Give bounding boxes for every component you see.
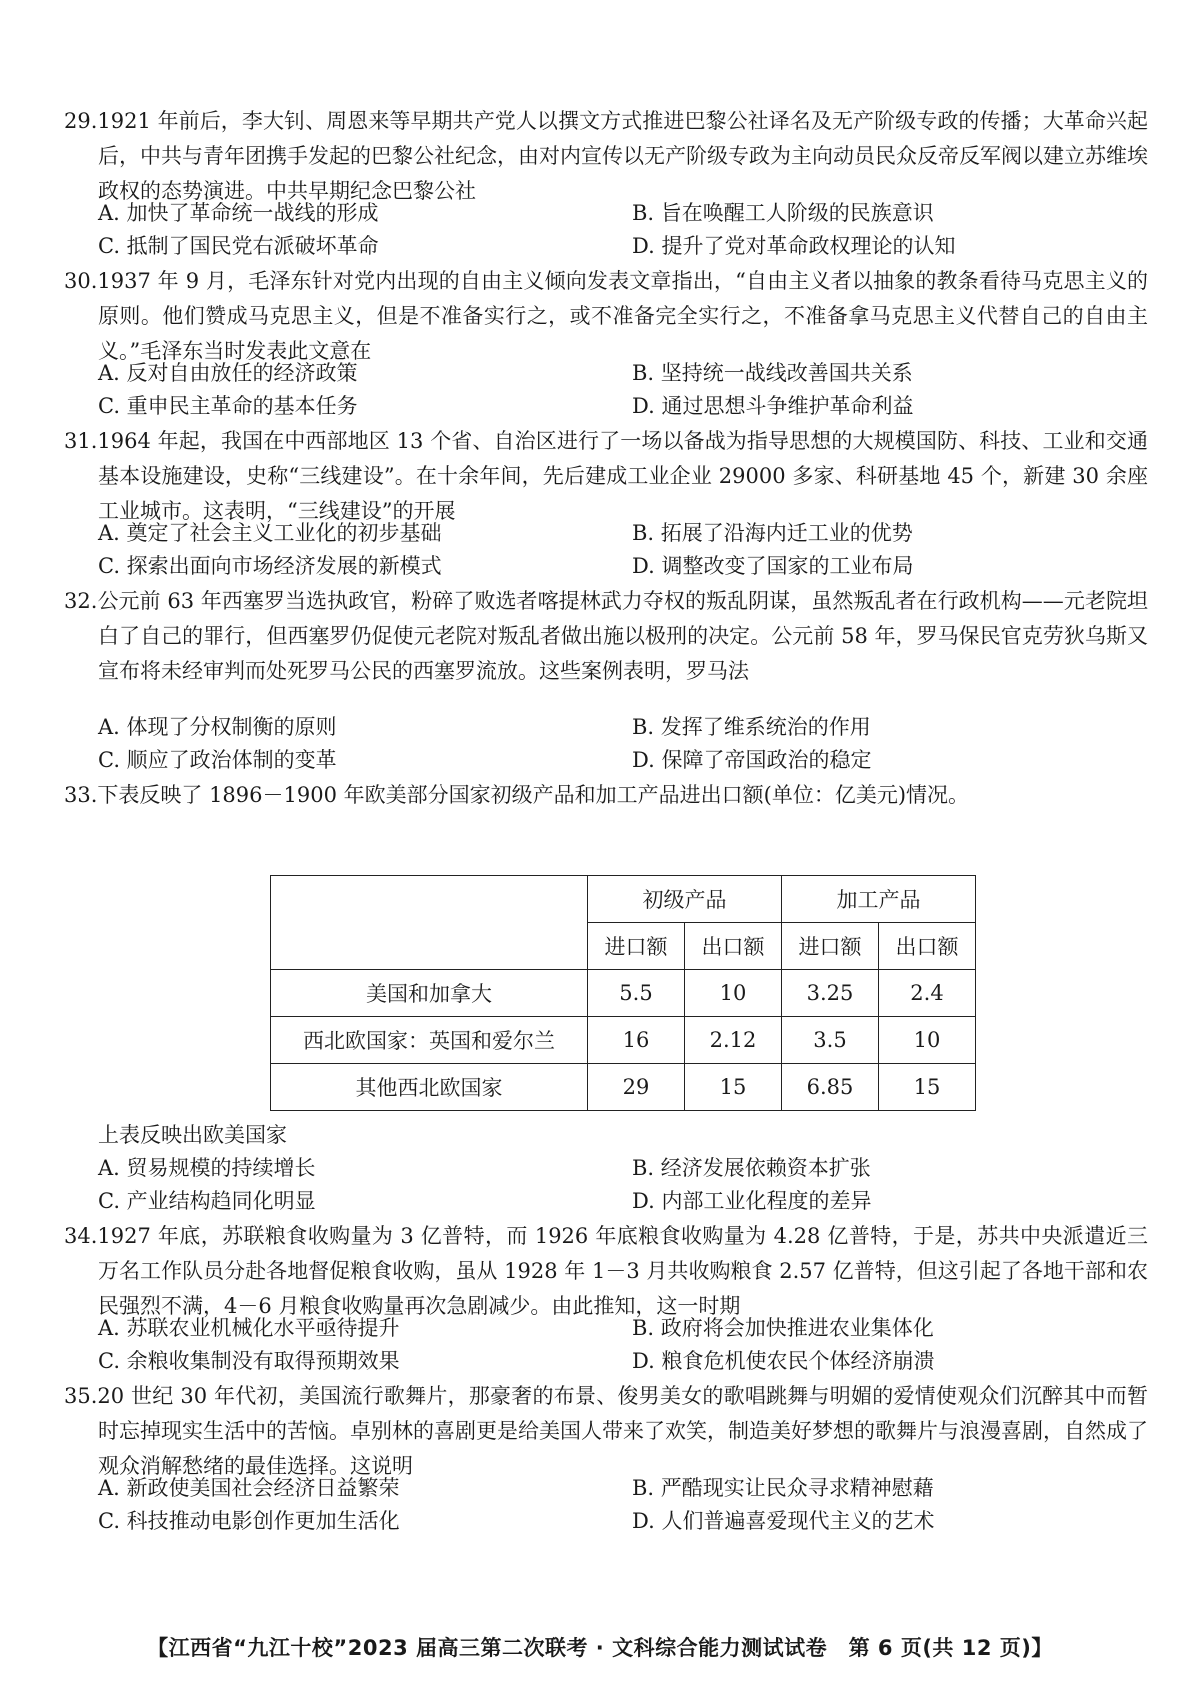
question-34-option-a: A. 苏联农业机械化水平亟待提升 (98, 1316, 400, 1340)
table-row (271, 970, 976, 1017)
table-group-processed: 加工产品 (782, 876, 976, 923)
question-33-option-c: C. 产业结构趋同化明显 (98, 1189, 316, 1213)
question-33-option-a: A. 贸易规模的持续增长 (98, 1156, 316, 1180)
question-29-option-b: B. 旨在唤醒工人阶级的民族意识 (632, 201, 934, 225)
table-subheader: 出口额 (879, 923, 976, 970)
question-30-option-d: D. 通过思想斗争维护革命利益 (632, 394, 914, 418)
table-row (271, 1017, 976, 1064)
question-31-option-a: A. 奠定了社会主义工业化的初步基础 (98, 521, 442, 545)
question-34-option-d: D. 粮食危机使农民个体经济崩溃 (632, 1349, 935, 1373)
table-header-row (271, 876, 976, 923)
question-34-option-c: C. 余粮收集制没有取得预期效果 (98, 1349, 400, 1373)
question-33-option-b: B. 经济发展依赖资本扩张 (632, 1156, 871, 1180)
table-row-label: 西北欧国家：英国和爱尔兰 (271, 1017, 588, 1064)
table-row-label: 美国和加拿大 (271, 970, 588, 1017)
table-cell: 3.25 (782, 970, 879, 1017)
question-32-option-d: D. 保障了帝国政治的稳定 (632, 748, 872, 772)
question-31-option-c: C. 探索出面向市场经济发展的新模式 (98, 554, 442, 578)
question-32-option-b: B. 发挥了维系统治的作用 (632, 715, 871, 739)
question-30-option-a: A. 反对自由放任的经济政策 (98, 361, 358, 385)
question-31-stem: 31.1964 年起，我国在中西部地区 13 个省、自治区进行了一场以备战为指导思想的大规模国防、科技、工业和交通基本设施建设，史称“三线建设”。在十余年间，先后建成工业企业 29000 多家、科研基地 45 个，新建 30 余座工业城市。这表明，“三线建设”的开展 (64, 429, 1148, 523)
question-35-stem: 35.20 世纪 30 年代初，美国流行歌舞片，那豪奢的布景、俊男美女的歌唱跳舞与明媚的爱情使观众们沉醉其中而暂时忘掉现实生活中的苦恼。卓别林的喜剧更是给美国人带来了欢笑，制造美好梦想的歌舞片与浪漫喜剧，自然成了观众消解愁绪的最佳选择。这说明 (64, 1384, 1148, 1478)
trade-table (270, 875, 976, 1111)
table-cell: 16 (588, 1017, 685, 1064)
page-footer: 【江西省“九江十校”2023 届高三第二次联考 · 文科综合能力测试试卷 第 6 页(共 12 页)】 (147, 1636, 1053, 1660)
table-cell: 6.85 (782, 1064, 879, 1111)
question-33-option-d: D. 内部工业化程度的差异 (632, 1189, 872, 1213)
question-31-option-b: B. 拓展了沿海内迁工业的优势 (632, 521, 913, 545)
question-29-option-a: A. 加快了革命统一战线的形成 (98, 201, 379, 225)
table-subheader: 出口额 (685, 923, 782, 970)
table-cell: 3.5 (782, 1017, 879, 1064)
question-31-option-d: D. 调整改变了国家的工业布局 (632, 554, 914, 578)
question-29-stem: 29.1921 年前后，李大钊、周恩来等早期共产党人以撰文方式推进巴黎公社译名及无产阶级专政的传播；大革命兴起后，中共与青年团携手发起的巴黎公社纪念，由对内宣传以无产阶级专政为主向动员民众反帝反军阀以建立苏维埃政权的态势演进。中共早期纪念巴黎公社 (64, 109, 1148, 203)
table-subheader: 进口额 (782, 923, 879, 970)
question-32-option-a: A. 体现了分权制衡的原则 (98, 715, 337, 739)
question-35-option-d: D. 人们普遍喜爱现代主义的艺术 (632, 1509, 935, 1533)
table-cell: 29 (588, 1064, 685, 1111)
question-30-option-b: B. 坚持统一战线改善国共关系 (632, 361, 913, 385)
question-35-option-a: A. 新政使美国社会经济日益繁荣 (98, 1476, 400, 1500)
table-cell: 5.5 (588, 970, 685, 1017)
question-30-option-c: C. 重申民主革命的基本任务 (98, 394, 358, 418)
question-32-option-c: C. 顺应了政治体制的变革 (98, 748, 337, 772)
question-29-option-d: D. 提升了党对革命政权理论的认知 (632, 234, 956, 258)
table-cell: 15 (879, 1064, 976, 1111)
question-35-option-b: B. 严酷现实让民众寻求精神慰藉 (632, 1476, 934, 1500)
table-cell: 2.12 (685, 1017, 782, 1064)
table-subheader: 进口额 (588, 923, 685, 970)
question-35-option-c: C. 科技推动电影创作更加生活化 (98, 1509, 400, 1533)
table-cell: 10 (879, 1017, 976, 1064)
question-32-stem: 32.公元前 63 年西塞罗当选执政官，粉碎了败选者喀提林武力夺权的叛乱阴谋，虽然叛乱者在行政机构——元老院坦白了自己的罪行，但西塞罗仍促使元老院对叛乱者做出施以极刑的决定。公元前 58 年，罗马保民官克劳狄乌斯又宣布将未经审判而处死罗马公民的西塞罗流放。这些案例表明，罗马法 (64, 589, 1148, 683)
question-34-option-b: B. 政府将会加快推进农业集体化 (632, 1316, 934, 1340)
question-30-stem: 30.1937 年 9 月，毛泽东针对党内出现的自由主义倾向发表文章指出，“自由主义者以抽象的教条看待马克思主义的原则。他们赞成马克思主义，但是不准备实行之，或不准备完全实行之，不准备拿马克思主义代替自己的自由主义。”毛泽东当时发表此文意在 (64, 269, 1148, 363)
table-group-primary: 初级产品 (588, 876, 782, 923)
table-cell: 15 (685, 1064, 782, 1111)
question-34-stem: 34.1927 年底，苏联粮食收购量为 3 亿普特，而 1926 年底粮食收购量为 4.28 亿普特，于是，苏共中央派遣近三万名工作队员分赴各地督促粮食收购，虽从 1928 年 1－3 月共收购粮食 2.57 亿普特，但这引起了各地干部和农民强烈不满，4－6 月粮食收购量再次急剧减少。由此推知，这一时期 (64, 1224, 1148, 1318)
table-cell: 10 (685, 970, 782, 1017)
question-29-option-c: C. 抵制了国民党右派破坏革命 (98, 234, 379, 258)
table-corner-cell (271, 876, 588, 970)
table-cell: 2.4 (879, 970, 976, 1017)
table-row-label: 其他西北欧国家 (271, 1064, 588, 1111)
table-row (271, 1064, 976, 1111)
question-33-followup: 上表反映出欧美国家 (98, 1123, 287, 1147)
question-33-stem: 33.下表反映了 1896－1900 年欧美部分国家初级产品和加工产品进出口额(单位：亿美元)情况。 (64, 783, 970, 807)
